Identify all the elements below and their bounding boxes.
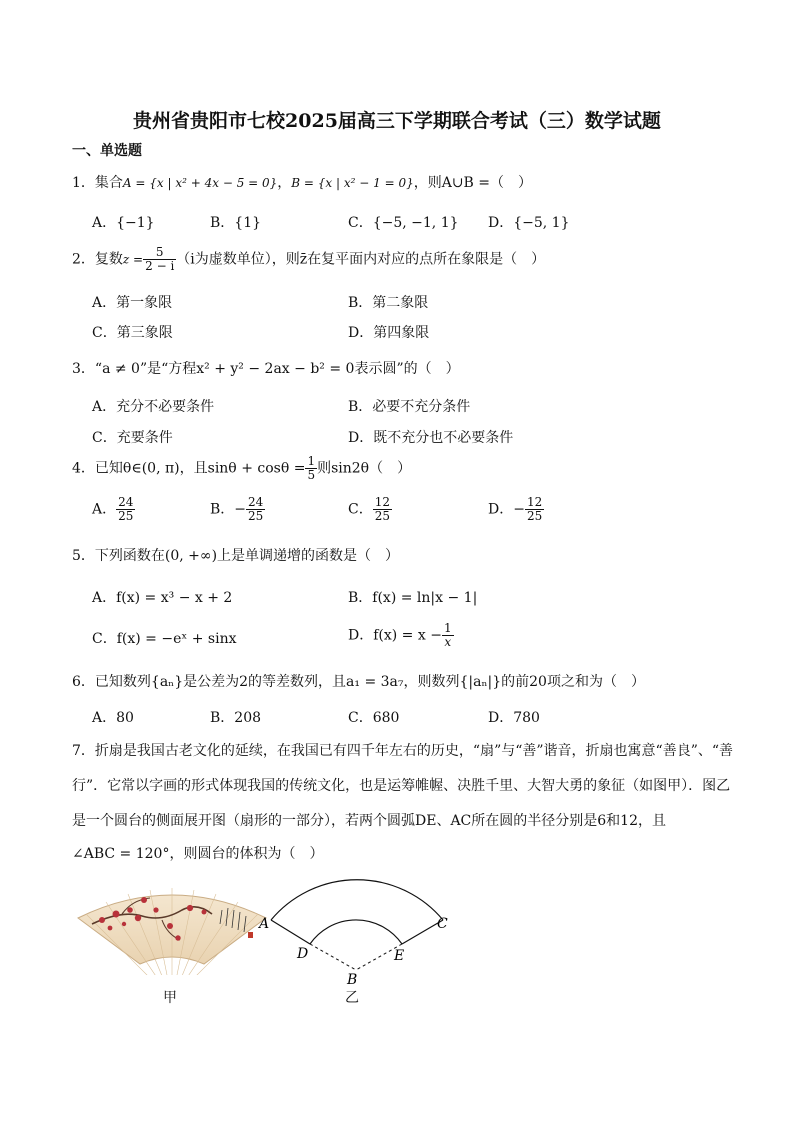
question-3-stem: 3．“a ≠ 0”是“方程x² + y² − 2ax − b² = 0表示圆”的（ ） xyxy=(72,361,460,377)
q4-c-fraction xyxy=(373,496,392,523)
q6-option-c[interactable]: C．680 xyxy=(348,710,400,726)
q4-b-sign: − xyxy=(234,501,247,518)
q2-prefix: 2．复数 xyxy=(72,251,123,268)
q4-prefix: 4．已知θ∈(0, π)，且sinθ + cosθ = xyxy=(72,460,306,477)
q2-option-a[interactable]: A．第一象限 xyxy=(92,295,173,311)
question-2-stem xyxy=(72,246,545,273)
q2-numerator: 5 xyxy=(143,246,176,260)
q4-option-a[interactable] xyxy=(92,496,135,523)
q4-a-fraction xyxy=(116,496,135,523)
q2-denominator: 2 − i xyxy=(145,259,175,273)
dashed-db xyxy=(310,944,356,970)
q1-option-b[interactable]: B．{1} xyxy=(210,215,262,231)
q4-option-b[interactable] xyxy=(210,496,265,523)
question-1-stem xyxy=(72,172,532,192)
q4-d-label: D． xyxy=(488,501,514,518)
q4-denominator: 5 xyxy=(307,468,316,482)
q1-option-d[interactable]: D．{−5, 1} xyxy=(488,215,570,231)
q6-option-b[interactable]: B．208 xyxy=(210,710,262,726)
q5-d-prefix: D．f(x) = x − xyxy=(348,627,442,644)
q1-suffix: ，则A∪B =（ ） xyxy=(413,175,533,191)
q1-prefix: 1．集合 xyxy=(72,175,123,191)
q4-d-fraction xyxy=(525,496,544,523)
q4-a-label: A． xyxy=(92,501,117,518)
q4-b-den: 25 xyxy=(248,509,264,523)
q4-d-num: 12 xyxy=(526,495,543,509)
q4-fraction xyxy=(305,455,317,482)
q4-b-fraction xyxy=(246,496,265,523)
q4-d-den: 25 xyxy=(526,509,543,523)
q1-option-a[interactable]: A．{−1} xyxy=(92,215,155,231)
q2-option-b[interactable]: B．第二象限 xyxy=(348,295,429,311)
q4-b-label: B． xyxy=(210,501,235,518)
q4-option-c[interactable] xyxy=(348,496,392,523)
outer-arc-ac xyxy=(271,880,443,920)
q6-option-a[interactable]: A．80 xyxy=(92,710,134,726)
question-7-line-1: 7．折扇是我国古老文化的延续，在我国已有四千年左右的历史，“扇”与“善”谐音，折扇也寓意“善良”、“善 xyxy=(72,743,734,759)
question-6-stem: 6．已知数列{aₙ}是公差为2的等差数列，且a₁ = 3a₇，则数列{|aₙ|}的前20项之和为（ ） xyxy=(72,674,645,690)
q1-separator: ， xyxy=(277,175,292,191)
q3-option-d[interactable]: D．既不充分也不必要条件 xyxy=(348,430,514,446)
q2-suffix: （i为虚数单位），则z̄在复平面内对应的点所在象限是（ ） xyxy=(176,251,546,268)
q1-set-b: B = {x | x² − 1 = 0} xyxy=(291,176,414,190)
page-title: 贵州省贵阳市七校2025届高三下学期联合考试（三）数学试题 xyxy=(133,110,661,132)
section-heading: 一、单选题 xyxy=(72,143,142,159)
label-e: E xyxy=(394,948,405,964)
q2-option-c[interactable]: C．第三象限 xyxy=(92,325,173,341)
q3-option-b[interactable]: B．必要不充分条件 xyxy=(348,399,471,415)
q5-d-fraction xyxy=(442,622,454,649)
q4-numerator: 1 xyxy=(307,454,316,468)
segment-ad xyxy=(271,920,310,944)
q5-d-num: 1 xyxy=(443,621,452,635)
q5-d-den: x xyxy=(444,635,452,649)
q4-c-den: 25 xyxy=(374,509,390,523)
figure-left-caption: 甲 xyxy=(163,990,177,1006)
q4-d-sign: − xyxy=(513,501,525,518)
q2-fraction xyxy=(143,246,176,273)
q1-option-c[interactable]: C．{−5, −1, 1} xyxy=(348,215,459,231)
q2-z: z = xyxy=(122,252,144,267)
q5-option-a[interactable]: A．f(x) = x³ − x + 2 xyxy=(92,590,233,606)
q4-suffix: 则sin2θ（ ） xyxy=(317,460,412,477)
q4-a-num: 24 xyxy=(118,495,134,509)
q4-b-num: 24 xyxy=(248,495,264,509)
q1-set-a: A = {x | x² + 4x − 5 = 0} xyxy=(122,176,278,190)
question-4-stem xyxy=(72,455,411,482)
question-5-stem: 5．下列函数在(0, +∞)上是单调递增的函数是（ ） xyxy=(72,548,400,564)
q4-a-den: 25 xyxy=(118,509,134,523)
q4-c-num: 12 xyxy=(374,495,390,509)
question-7-line-4: ∠ABC = 120°，则圆台的体积为（ ） xyxy=(72,846,324,862)
label-c: C xyxy=(437,916,448,932)
label-b: B xyxy=(347,972,358,988)
seal-stamp xyxy=(248,932,253,938)
q3-option-a[interactable]: A．充分不必要条件 xyxy=(92,399,215,415)
question-7-line-3: 是一个圆台的侧面展开图（扇形的一部分），若两个圆弧DE、AC所在圆的半径分别是6和12，且 xyxy=(72,813,666,829)
q2-option-d[interactable]: D．第四象限 xyxy=(348,325,430,341)
q6-option-d[interactable]: D．780 xyxy=(488,710,540,726)
q4-option-d[interactable] xyxy=(488,496,544,523)
q5-option-c[interactable]: C．f(x) = −eˣ + sinx xyxy=(92,631,237,647)
fan-painting-figure xyxy=(72,880,272,975)
q4-c-label: C． xyxy=(348,501,373,518)
q5-option-b[interactable]: B．f(x) = ln|x − 1| xyxy=(348,590,478,606)
label-a: A xyxy=(259,916,270,932)
figure-right-caption: 乙 xyxy=(345,990,359,1006)
inner-arc-de xyxy=(310,920,402,944)
label-d: D xyxy=(297,946,309,962)
q5-option-d[interactable] xyxy=(348,622,454,649)
q3-option-c[interactable]: C．充要条件 xyxy=(92,430,173,446)
question-7-line-2: 行”．它常以字画的形式体现我国的传统文化，也是运筹帷幄、决胜千里、大智大勇的象征（如图甲）．图乙 xyxy=(72,778,731,794)
